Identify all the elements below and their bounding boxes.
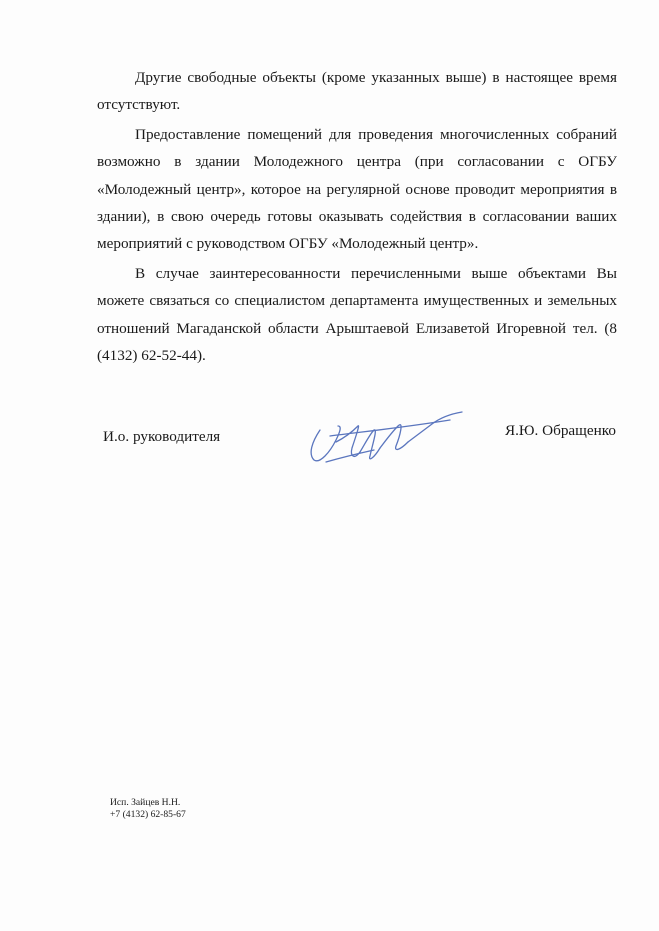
paragraph-free-objects: Другие свободные объекты (кроме указанных выше) в настоящее время отсутствуют. — [97, 69, 617, 114]
paragraph-premises: Предоставление помещений для проведения многочисленных собраний возможно в здании Молодежного центра (при согласовании с ОГБУ «Молодежный центр», которое на регулярной основе проводит мероприятия в здании), в свою очередь готовы оказывать содействия в согласовании ваших мероприятий с руководством ОГБУ «Молодежный центр». — [97, 125, 617, 253]
handwritten-signature — [300, 402, 470, 472]
executor-phone: +7 (4132) 62-85-67 — [110, 809, 186, 820]
executor-info — [110, 797, 186, 821]
signatory-name: Я.Ю. Обращенко — [505, 422, 616, 439]
signatory-position: И.о. руководителя — [103, 428, 221, 445]
executor-name: Исп. Зайцев Н.Н. — [110, 797, 181, 808]
signature-block — [0, 400, 659, 480]
paragraph-contact: В случае заинтересованности перечисленными выше объектами Вы можете связаться со специалистом департамента имущественных и земельных отношений Магаданской области Арыштаевой Елизаветой Игоревной тел. (8 (4132) 62-52-44). — [97, 264, 617, 365]
letter-body — [97, 64, 617, 369]
